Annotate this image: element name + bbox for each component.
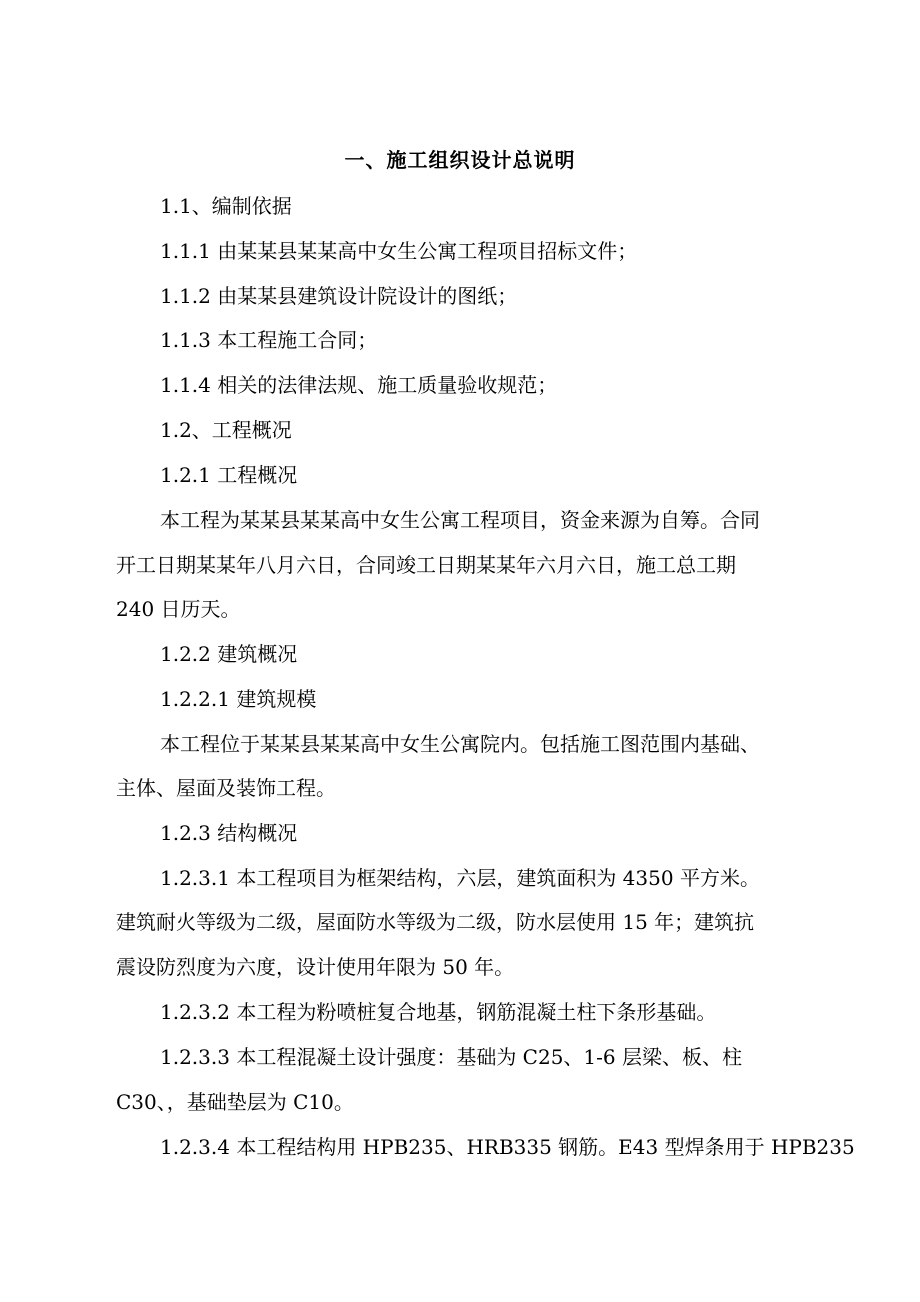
paragraph-line: 1.2.3.2 本工程为粉喷桩复合地基，钢筋混凝土柱下条形基础。 <box>160 1000 717 1024</box>
heading-1-2-2-1: 1.2.2.1 建筑规模 <box>160 687 317 711</box>
heading-1-2-1: 1.2.1 工程概况 <box>160 463 298 487</box>
paragraph-line: 主体、屋面及装饰工程。 <box>116 776 336 800</box>
heading-1-2-2: 1.2.2 建筑概况 <box>160 642 298 666</box>
paragraph-line: 本工程为某某县某某高中女生公寓工程项目，资金来源为自筹。合同 <box>160 508 760 532</box>
paragraph-line: 1.2.3.3 本工程混凝土设计强度：基础为 C25、1-6 层梁、板、柱 <box>160 1045 743 1069</box>
heading-1-2: 1.2、工程概况 <box>160 418 292 442</box>
paragraph-line: 240 日历天。 <box>116 597 241 621</box>
list-item: 1.1.3 本工程施工合同； <box>160 328 378 352</box>
heading-1-1: 1.1、编制依据 <box>160 194 292 218</box>
paragraph-line: 1.2.3.1 本工程项目为框架结构，六层，建筑面积为 4350 平方米。 <box>160 866 760 890</box>
paragraph-line: 建筑耐火等级为二级，屋面防水等级为二级，防水层使用 15 年；建筑抗 <box>116 910 755 934</box>
document-title: 一、施工组织设计总说明 <box>344 148 576 172</box>
paragraph-line: C30、，基础垫层为 C10。 <box>116 1090 354 1114</box>
list-item: 1.1.1 由某某县某某高中女生公寓工程项目招标文件； <box>160 239 638 263</box>
heading-1-2-3: 1.2.3 结构概况 <box>160 821 298 845</box>
paragraph-line: 震设防烈度为六度，设计使用年限为 50 年。 <box>116 955 515 979</box>
paragraph-line: 本工程位于某某县某某高中女生公寓院内。包括施工图范围内基础、 <box>160 732 760 756</box>
list-item: 1.1.4 相关的法律法规、施工质量验收规范； <box>160 373 558 397</box>
paragraph-line: 开工日期某某年八月六日，合同竣工日期某某年六月六日，施工总工期 <box>116 553 736 577</box>
paragraph-line: 1.2.3.4 本工程结构用 HPB235、HRB335 钢筋。E43 型焊条用于 HPB235 <box>160 1135 855 1159</box>
list-item: 1.1.2 由某某县建筑设计院设计的图纸； <box>160 284 518 308</box>
